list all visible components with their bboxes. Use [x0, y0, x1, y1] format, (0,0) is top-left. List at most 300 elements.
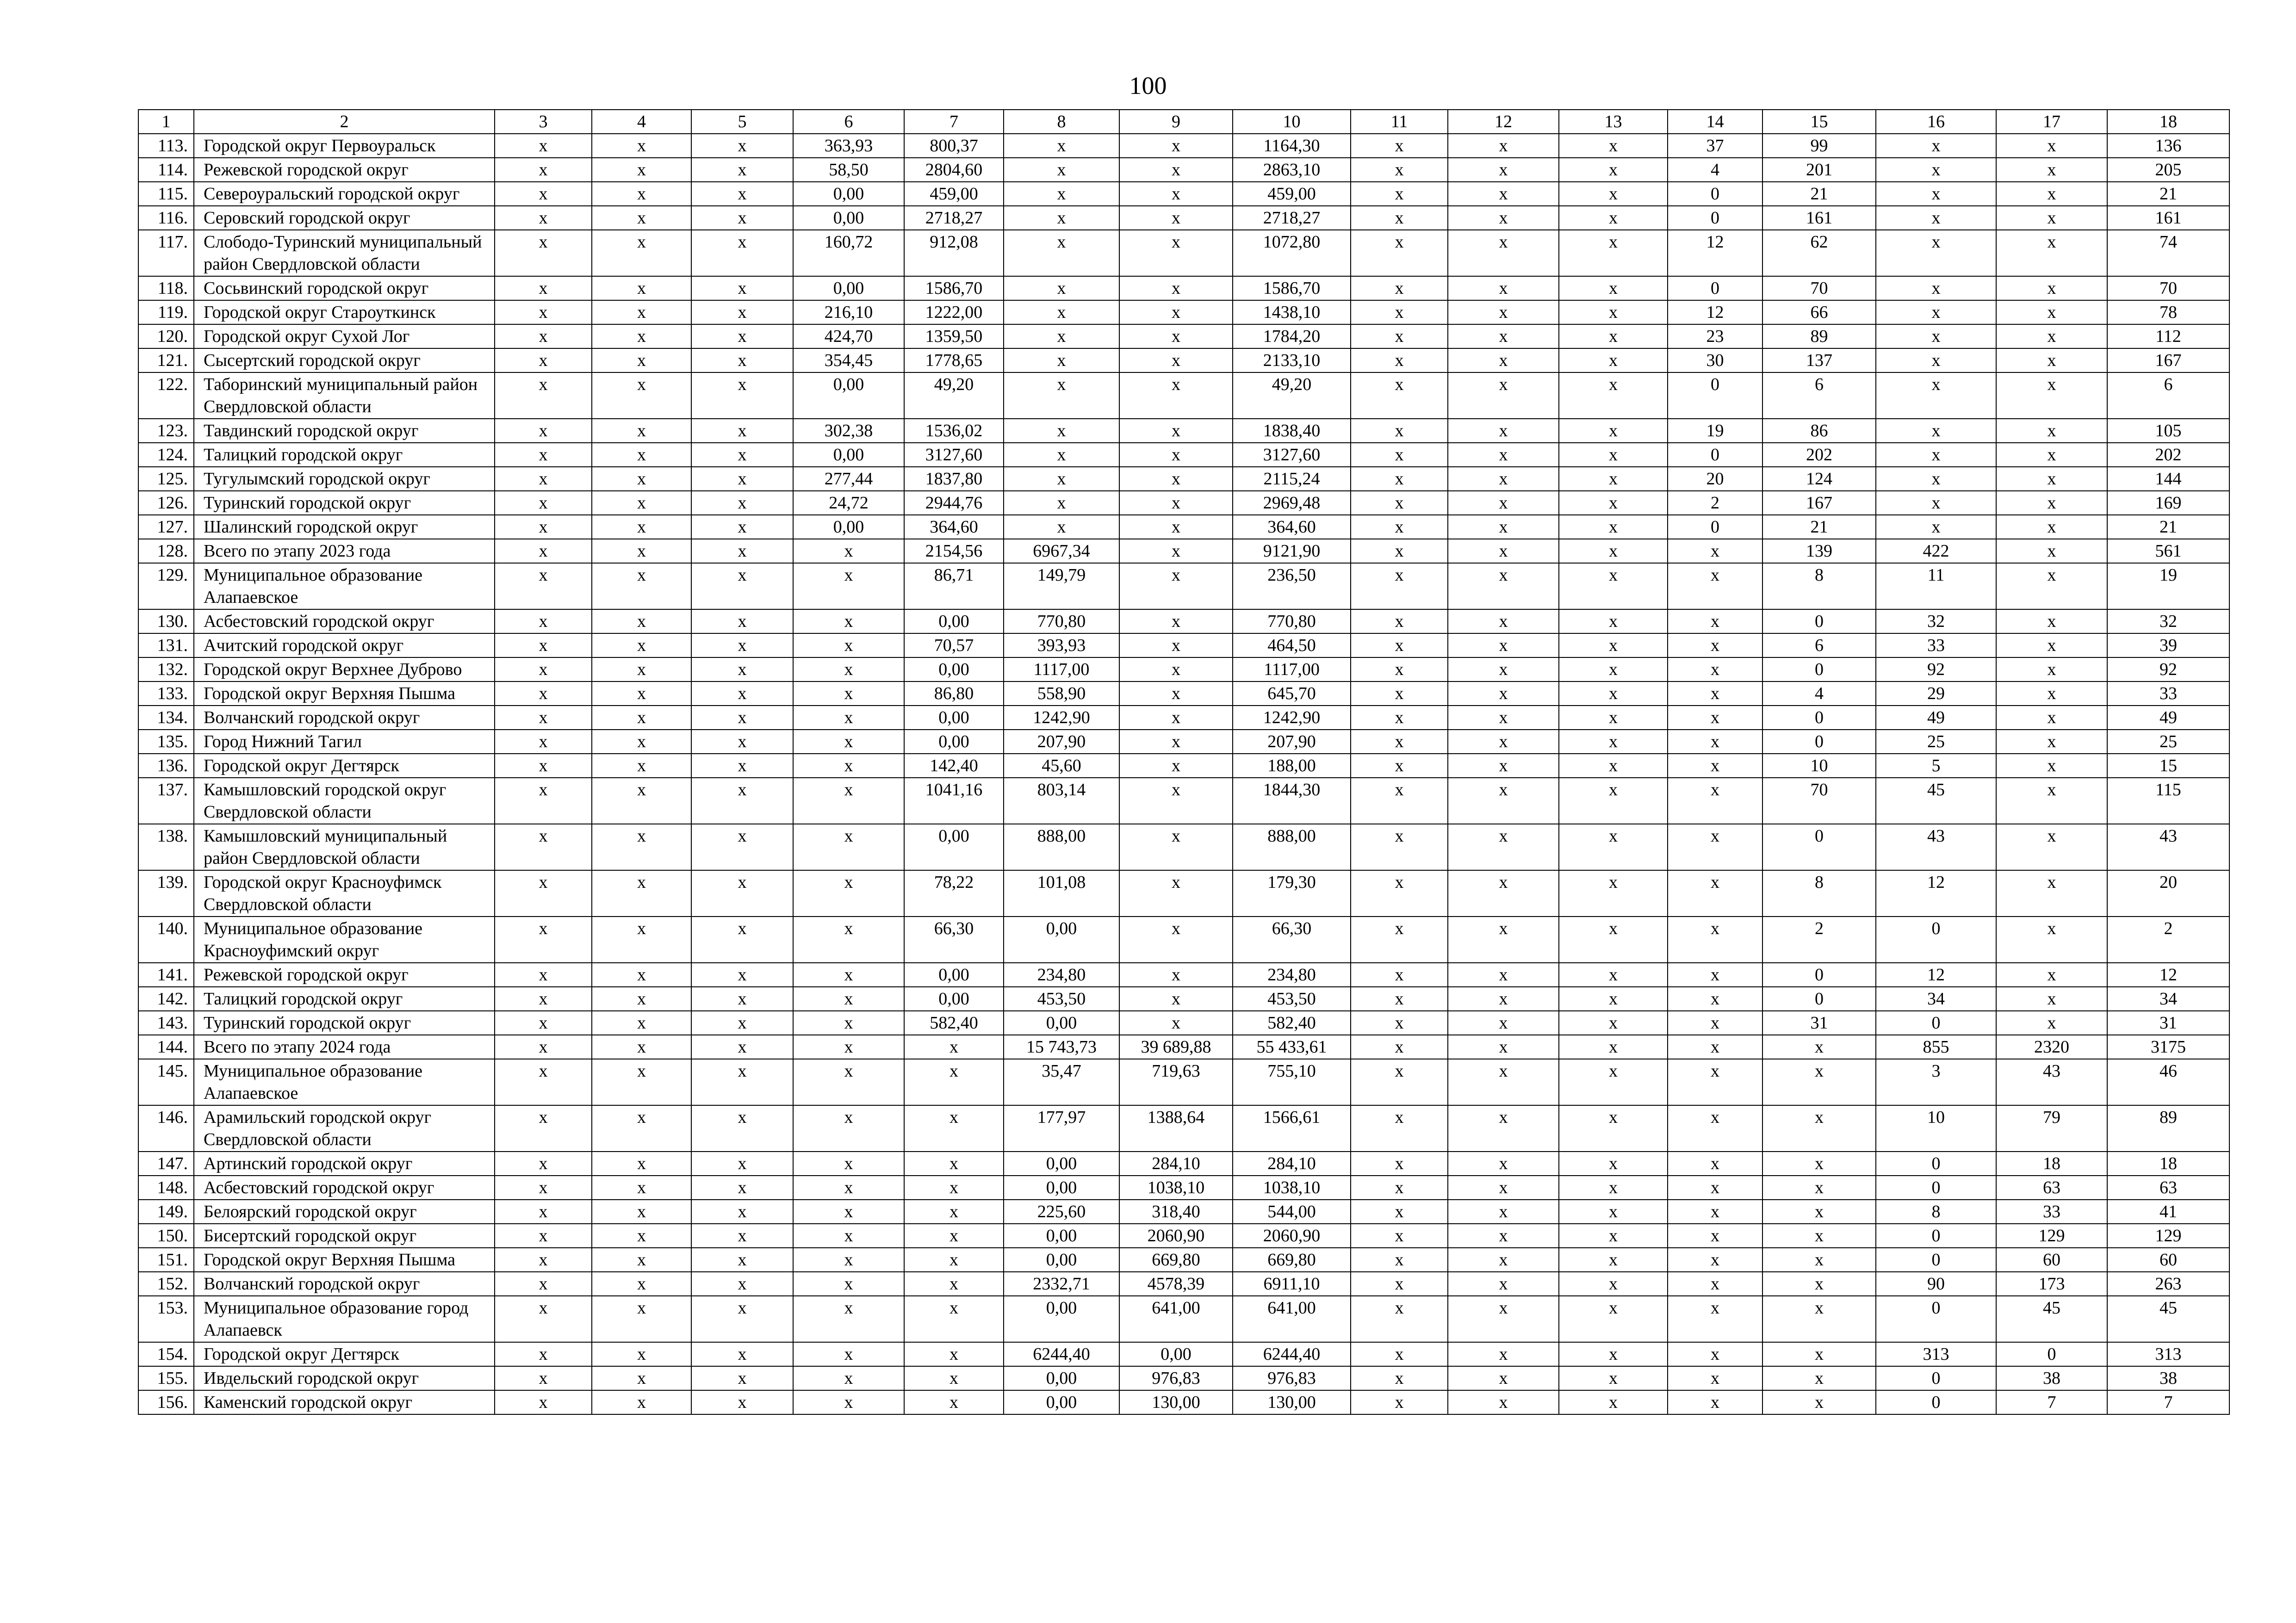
table-cell: x	[1351, 230, 1448, 276]
table-cell: 0,00	[904, 730, 1004, 754]
municipality-name: Серовский городской округ	[194, 206, 495, 230]
table-cell: x	[495, 987, 592, 1011]
table-cell: x	[1996, 633, 2107, 657]
table-cell: x	[495, 1390, 592, 1414]
table-cell: 173	[1996, 1272, 2107, 1296]
table-cell: x	[592, 1105, 691, 1152]
table-cell: 770,80	[1004, 609, 1119, 633]
table-cell: x	[904, 1224, 1004, 1248]
table-cell: 0,00	[1004, 1390, 1119, 1414]
table-cell: x	[1448, 706, 1559, 730]
row-number: 126.	[138, 491, 194, 515]
table-cell: x	[1668, 987, 1762, 1011]
column-number-11: 11	[1351, 110, 1448, 134]
table-cell: x	[691, 419, 793, 443]
table-body	[138, 110, 2229, 1414]
municipality-name: Городской округ Верхняя Пышма	[194, 681, 495, 706]
table-cell: 0	[1762, 609, 1876, 633]
table-row	[138, 372, 2229, 419]
table-cell: 2320	[1996, 1035, 2107, 1059]
table-cell: x	[1668, 657, 1762, 681]
table-cell: x	[495, 657, 592, 681]
table-cell: 74	[2107, 230, 2229, 276]
table-cell: x	[691, 1035, 793, 1059]
table-cell: x	[1004, 372, 1119, 419]
table-cell: 12	[2107, 963, 2229, 987]
municipality-name: Муниципальное образование Алапаевское	[194, 1059, 495, 1105]
row-number: 113.	[138, 134, 194, 158]
table-cell: x	[1119, 657, 1233, 681]
table-cell: x	[495, 300, 592, 324]
table-cell: x	[1996, 987, 2107, 1011]
table-cell: x	[1876, 276, 1996, 300]
table-cell: x	[793, 754, 904, 778]
table-cell: x	[1996, 230, 2107, 276]
table-cell: 32	[1876, 609, 1996, 633]
table-cell: x	[1559, 1200, 1668, 1224]
table-cell: x	[1351, 206, 1448, 230]
table-cell: 177,97	[1004, 1105, 1119, 1152]
table-cell: 0	[1668, 182, 1762, 206]
table-cell: x	[1119, 963, 1233, 987]
table-row	[138, 300, 2229, 324]
row-number: 122.	[138, 372, 194, 419]
table-cell: x	[592, 134, 691, 158]
table-cell: 136	[2107, 134, 2229, 158]
table-cell: x	[691, 515, 793, 539]
table-cell: x	[904, 1248, 1004, 1272]
table-cell: x	[1004, 300, 1119, 324]
table-cell: x	[1668, 730, 1762, 754]
table-cell: x	[691, 609, 793, 633]
table-cell: 0	[1762, 963, 1876, 987]
table-cell: x	[1351, 491, 1448, 515]
table-cell: x	[495, 1342, 592, 1366]
row-number: 151.	[138, 1248, 194, 1272]
table-cell: x	[1119, 609, 1233, 633]
table-cell: x	[1119, 754, 1233, 778]
table-cell: x	[1004, 182, 1119, 206]
table-cell: 855	[1876, 1035, 1996, 1059]
table-row	[138, 987, 2229, 1011]
table-cell: x	[592, 1272, 691, 1296]
table-row	[138, 1035, 2229, 1059]
table-cell: x	[1351, 987, 1448, 1011]
table-cell: 12	[1668, 300, 1762, 324]
table-cell: x	[1004, 515, 1119, 539]
table-cell: 4578,39	[1119, 1272, 1233, 1296]
table-cell: x	[1119, 372, 1233, 419]
municipality-name: Ачитский городской округ	[194, 633, 495, 657]
column-number-15: 15	[1762, 110, 1876, 134]
table-cell: 1242,90	[1233, 706, 1351, 730]
table-cell: x	[1448, 963, 1559, 987]
table-row	[138, 206, 2229, 230]
header-row	[138, 110, 2229, 134]
table-row	[138, 1248, 2229, 1272]
table-cell: x	[691, 443, 793, 467]
table-cell: 169	[2107, 491, 2229, 515]
table-cell: x	[592, 1224, 691, 1248]
table-cell: x	[1559, 348, 1668, 372]
table-cell: x	[1119, 206, 1233, 230]
table-cell: 2969,48	[1233, 491, 1351, 515]
table-cell: 2060,90	[1119, 1224, 1233, 1248]
table-row	[138, 348, 2229, 372]
table-cell: 561	[2107, 539, 2229, 563]
table-cell: x	[793, 563, 904, 609]
table-cell: x	[1351, 563, 1448, 609]
table-cell: x	[1448, 754, 1559, 778]
table-cell: x	[495, 633, 592, 657]
table-cell: 453,50	[1004, 987, 1119, 1011]
table-cell: 2060,90	[1233, 1224, 1351, 1248]
table-cell: 0	[1876, 1224, 1996, 1248]
table-cell: 160,72	[793, 230, 904, 276]
table-cell: x	[495, 1011, 592, 1035]
table-cell: x	[691, 917, 793, 963]
column-number-9: 9	[1119, 110, 1233, 134]
municipality-name: Всего по этапу 2024 года	[194, 1035, 495, 1059]
table-cell: 3127,60	[1233, 443, 1351, 467]
table-cell: x	[1351, 1152, 1448, 1176]
table-cell: x	[1996, 754, 2107, 778]
table-cell: x	[1668, 539, 1762, 563]
table-cell: x	[1762, 1366, 1876, 1390]
table-cell: x	[1996, 706, 2107, 730]
table-cell: x	[1559, 1342, 1668, 1366]
table-cell: x	[1559, 182, 1668, 206]
table-cell: x	[1448, 1105, 1559, 1152]
table-cell: x	[592, 963, 691, 987]
table-cell: 464,50	[1233, 633, 1351, 657]
municipality-name: Режевской городской округ	[194, 158, 495, 182]
table-cell: 0	[1876, 1152, 1996, 1176]
table-row	[138, 134, 2229, 158]
table-cell: x	[1668, 1224, 1762, 1248]
table-cell: x	[1351, 1035, 1448, 1059]
table-cell: x	[1559, 276, 1668, 300]
table-cell: x	[1668, 778, 1762, 824]
table-cell: 21	[2107, 182, 2229, 206]
table-cell: 32	[2107, 609, 2229, 633]
row-number: 119.	[138, 300, 194, 324]
table-row	[138, 754, 2229, 778]
table-cell: x	[1351, 609, 1448, 633]
table-cell: 284,10	[1119, 1152, 1233, 1176]
table-cell: x	[1004, 276, 1119, 300]
table-cell: x	[691, 1011, 793, 1035]
row-number: 143.	[138, 1011, 194, 1035]
table-cell: x	[495, 515, 592, 539]
table-cell: x	[793, 987, 904, 1011]
municipality-name: Город Нижний Тагил	[194, 730, 495, 754]
table-cell: 6	[1762, 372, 1876, 419]
municipality-name: Сосьвинский городской округ	[194, 276, 495, 300]
table-cell: x	[1351, 1224, 1448, 1248]
row-number: 156.	[138, 1390, 194, 1414]
table-row	[138, 1296, 2229, 1342]
table-cell: 0,00	[904, 706, 1004, 730]
table-cell: 1438,10	[1233, 300, 1351, 324]
table-cell: x	[495, 1105, 592, 1152]
table-cell: 0,00	[1004, 1296, 1119, 1342]
table-cell: x	[904, 1342, 1004, 1366]
table-cell: x	[691, 824, 793, 870]
table-cell: x	[1996, 539, 2107, 563]
table-cell: x	[1448, 730, 1559, 754]
table-cell: x	[1119, 730, 1233, 754]
table-cell: x	[1351, 158, 1448, 182]
table-cell: 0	[1876, 1248, 1996, 1272]
table-cell: 0,00	[793, 372, 904, 419]
table-cell: 49	[2107, 706, 2229, 730]
table-cell: 18	[2107, 1152, 2229, 1176]
table-cell: 0,00	[904, 657, 1004, 681]
municipality-name: Муниципальное образование Красноуфимский округ	[194, 917, 495, 963]
table-cell: x	[1762, 1342, 1876, 1366]
table-cell: 0	[1996, 1342, 2107, 1366]
table-cell: 1359,50	[904, 324, 1004, 348]
table-cell: x	[1876, 443, 1996, 467]
table-cell: x	[691, 1224, 793, 1248]
table-cell: 0	[1762, 706, 1876, 730]
table-cell: 142,40	[904, 754, 1004, 778]
table-row	[138, 1366, 2229, 1390]
row-number: 121.	[138, 348, 194, 372]
table-cell: 12	[1876, 963, 1996, 987]
table-cell: x	[1351, 754, 1448, 778]
table-row	[138, 324, 2229, 348]
municipality-name: Каменский городской округ	[194, 1390, 495, 1414]
table-row	[138, 1152, 2229, 1176]
table-cell: x	[1996, 917, 2107, 963]
table-cell: x	[1448, 870, 1559, 917]
row-number: 139.	[138, 870, 194, 917]
municipality-name: Талицкий городской округ	[194, 443, 495, 467]
table-cell: x	[793, 539, 904, 563]
table-cell: x	[904, 1390, 1004, 1414]
table-cell: 18	[1996, 1152, 2107, 1176]
table-cell: x	[495, 730, 592, 754]
table-cell: x	[495, 1200, 592, 1224]
table-cell: 0	[1668, 443, 1762, 467]
table-row	[138, 419, 2229, 443]
table-cell: 92	[2107, 657, 2229, 681]
table-cell: 19	[1668, 419, 1762, 443]
table-cell: x	[495, 230, 592, 276]
table-cell: x	[1351, 730, 1448, 754]
table-cell: x	[1559, 609, 1668, 633]
table-row	[138, 730, 2229, 754]
table-cell: 459,00	[1233, 182, 1351, 206]
table-cell: x	[1876, 230, 1996, 276]
municipality-name: Асбестовский городской округ	[194, 1176, 495, 1200]
row-number: 137.	[138, 778, 194, 824]
table-cell: x	[1559, 1296, 1668, 1342]
table-cell: 70,57	[904, 633, 1004, 657]
table-cell: x	[592, 681, 691, 706]
table-cell: x	[691, 1152, 793, 1176]
table-cell: 0,00	[904, 609, 1004, 633]
table-row	[138, 778, 2229, 824]
table-cell: x	[1448, 348, 1559, 372]
table-cell: x	[1876, 206, 1996, 230]
table-cell: 0	[1762, 657, 1876, 681]
table-cell: x	[592, 515, 691, 539]
table-cell: x	[592, 419, 691, 443]
table-cell: 1072,80	[1233, 230, 1351, 276]
table-cell: x	[1448, 1390, 1559, 1414]
table-cell: x	[1448, 987, 1559, 1011]
table-cell: x	[691, 870, 793, 917]
table-cell: x	[1668, 1035, 1762, 1059]
table-cell: x	[1448, 206, 1559, 230]
table-cell: 1566,61	[1233, 1105, 1351, 1152]
table-cell: 70	[2107, 276, 2229, 300]
table-cell: 888,00	[1004, 824, 1119, 870]
table-cell: x	[1448, 1200, 1559, 1224]
table-cell: x	[1448, 563, 1559, 609]
table-cell: 0,00	[1004, 1248, 1119, 1272]
table-cell: 1041,16	[904, 778, 1004, 824]
row-number: 153.	[138, 1296, 194, 1342]
table-cell: x	[1351, 1272, 1448, 1296]
table-cell: x	[495, 206, 592, 230]
table-cell: x	[1996, 609, 2107, 633]
table-cell: x	[1668, 1390, 1762, 1414]
row-number: 134.	[138, 706, 194, 730]
table-row	[138, 491, 2229, 515]
row-number: 150.	[138, 1224, 194, 1248]
table-cell: x	[592, 1390, 691, 1414]
row-number: 147.	[138, 1152, 194, 1176]
table-cell: 144	[2107, 467, 2229, 491]
table-cell: 21	[1762, 182, 1876, 206]
table-cell: x	[592, 1176, 691, 1200]
table-cell: x	[1559, 778, 1668, 824]
data-table	[138, 109, 2230, 1415]
table-cell: 99	[1762, 134, 1876, 158]
table-cell: x	[495, 1248, 592, 1272]
table-cell: 0	[1876, 1390, 1996, 1414]
table-cell: x	[1996, 324, 2107, 348]
row-number: 152.	[138, 1272, 194, 1296]
table-cell: x	[1351, 1105, 1448, 1152]
table-cell: x	[1668, 563, 1762, 609]
table-cell: 1242,90	[1004, 706, 1119, 730]
table-cell: 6967,34	[1004, 539, 1119, 563]
table-cell: 364,60	[904, 515, 1004, 539]
table-cell: 112	[2107, 324, 2229, 348]
table-cell: 31	[2107, 1011, 2229, 1035]
table-cell: 0	[1668, 276, 1762, 300]
table-cell: x	[592, 633, 691, 657]
table-cell: 912,08	[904, 230, 1004, 276]
table-cell: x	[1996, 657, 2107, 681]
table-cell: 0,00	[1004, 1152, 1119, 1176]
table-cell: x	[793, 1248, 904, 1272]
table-cell: x	[1448, 372, 1559, 419]
table-cell: 66,30	[1233, 917, 1351, 963]
table-cell: x	[1351, 467, 1448, 491]
table-cell: 202	[1762, 443, 1876, 467]
table-cell: x	[691, 657, 793, 681]
table-cell: x	[495, 754, 592, 778]
table-cell: 39	[2107, 633, 2229, 657]
table-cell: 1778,65	[904, 348, 1004, 372]
table-cell: x	[1119, 563, 1233, 609]
table-cell: x	[1668, 1059, 1762, 1105]
table-cell: x	[691, 372, 793, 419]
row-number: 141.	[138, 963, 194, 987]
table-cell: 23	[1668, 324, 1762, 348]
table-cell: 318,40	[1119, 1200, 1233, 1224]
table-cell: 207,90	[1233, 730, 1351, 754]
table-cell: x	[592, 206, 691, 230]
table-cell: x	[1762, 1248, 1876, 1272]
table-cell: 41	[2107, 1200, 2229, 1224]
municipality-name: Городской округ Красноуфимск Свердловской области	[194, 870, 495, 917]
column-number-8: 8	[1004, 110, 1119, 134]
table-cell: x	[1559, 917, 1668, 963]
table-cell: x	[1762, 1152, 1876, 1176]
table-cell: x	[1996, 515, 2107, 539]
table-row	[138, 276, 2229, 300]
column-number-3: 3	[495, 110, 592, 134]
table-cell: x	[1448, 324, 1559, 348]
table-cell: 33	[2107, 681, 2229, 706]
table-cell: x	[1762, 1105, 1876, 1152]
table-row	[138, 158, 2229, 182]
table-cell: x	[1559, 300, 1668, 324]
table-cell: 1586,70	[1233, 276, 1351, 300]
page-number: 100	[1129, 72, 1167, 99]
table-cell: x	[1351, 515, 1448, 539]
table-cell: x	[1351, 276, 1448, 300]
table-cell: 105	[2107, 419, 2229, 443]
table-cell: 101,08	[1004, 870, 1119, 917]
table-row	[138, 1272, 2229, 1296]
row-number: 136.	[138, 754, 194, 778]
table-cell: x	[1004, 158, 1119, 182]
table-cell: 2	[1762, 917, 1876, 963]
table-cell: 0	[1876, 1176, 1996, 1200]
column-number-7: 7	[904, 110, 1004, 134]
table-cell: 2154,56	[904, 539, 1004, 563]
table-cell: 4	[1762, 681, 1876, 706]
table-cell: 11	[1876, 563, 1996, 609]
row-number: 123.	[138, 419, 194, 443]
table-cell: 363,93	[793, 134, 904, 158]
table-cell: x	[1119, 324, 1233, 348]
table-cell: x	[592, 158, 691, 182]
table-cell: 31	[1762, 1011, 1876, 1035]
table-cell: 424,70	[793, 324, 904, 348]
table-cell: x	[1448, 276, 1559, 300]
table-cell: x	[592, 987, 691, 1011]
table-cell: x	[1559, 1224, 1668, 1248]
table-cell: x	[1119, 134, 1233, 158]
table-cell: 313	[1876, 1342, 1996, 1366]
table-cell: x	[1448, 158, 1559, 182]
table-cell: 669,80	[1119, 1248, 1233, 1272]
table-cell: x	[904, 1272, 1004, 1296]
table-cell: 582,40	[904, 1011, 1004, 1035]
row-number: 124.	[138, 443, 194, 467]
table-cell: x	[1559, 539, 1668, 563]
table-cell: 86	[1762, 419, 1876, 443]
